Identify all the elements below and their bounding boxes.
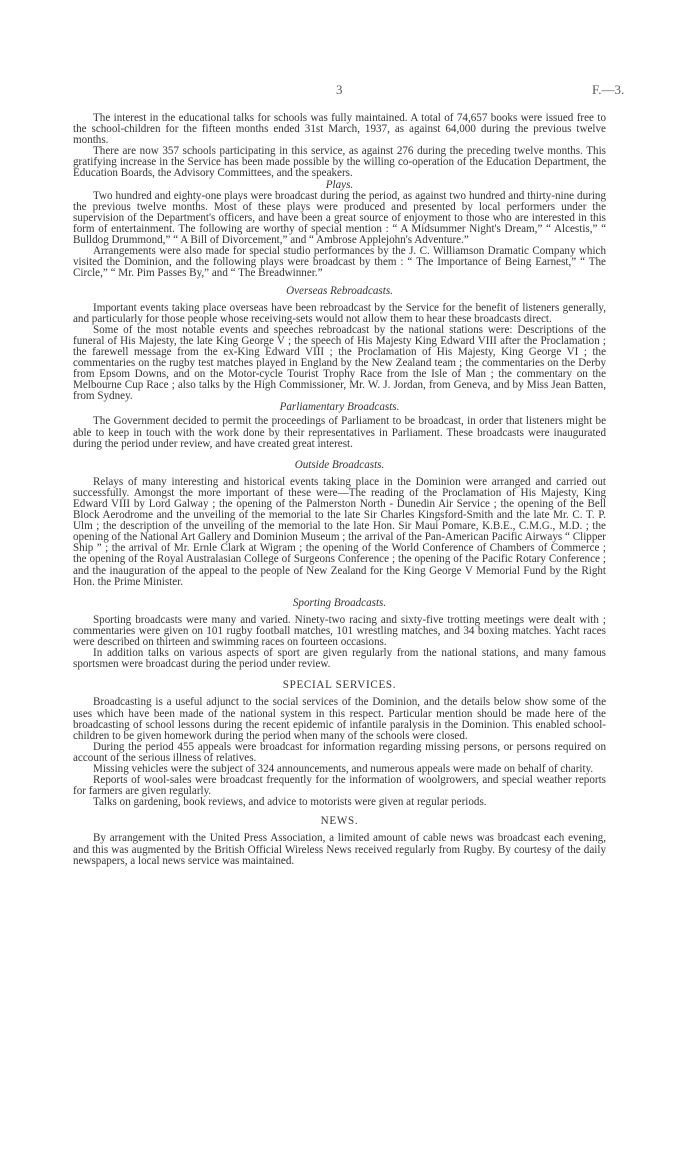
section-heading-outside: Outside Broadcasts. bbox=[294, 458, 385, 471]
paragraph: By arrangement with the United Press Association, a limited amount of cable news was broadcast each evening, and this was augmented by the British Official Wireless News received regularly from Rugby. By courtesy of the daily newspapers, a local news service was maintained. bbox=[73, 832, 606, 867]
section-heading-news: NEWS. bbox=[320, 815, 359, 828]
page-number: 3 bbox=[336, 82, 343, 97]
news-section bbox=[73, 816, 606, 866]
section-heading-overseas: Overseas Rebroadcasts. bbox=[286, 285, 393, 298]
section-heading-plays: Plays. bbox=[325, 178, 354, 191]
overseas-section bbox=[73, 286, 606, 402]
paragraph: Some of the most notable events and speeches rebroadcast by the national stations were: Descriptions of the funeral of His Majesty, the late King George V ; the speech of His Majesty King Edward VIII after the Proclamation ; the farewell message from the ex-King Edward VIII ; the Proclamation of His Majesty, King George VI ; the commentaries on the rugby test matches played in England by the New Zealand team ; the commentaries on the Derby from Epsom Downs, and on the Motor-cycle Tourist Trophy Race from the Isle of Man ; the commentary on the Melbourne Cup Race ; also talks by the High Commissioner, Mr. W. J. Jordan, from Geneva, and by Miss Jean Batten, from Sydney. bbox=[73, 323, 606, 403]
paragraph: Important events taking place overseas have been rebroadcast by the Service for the benefit of listeners generally, and particularly for those people whose receiving-sets would not allow them to hear these broadcasts direct. bbox=[73, 301, 606, 325]
paragraph: Broadcasting is a useful adjunct to the social services of the Dominion, and the details below show some of the uses which have been made of the national system in this respect. Particular mention should be made here of the broadcasting of school lessons during the recent epidemic of infantile paralysis in the Dominion. This enabled school-children to be given homework during the period when many of the schools were closed. bbox=[73, 696, 606, 742]
paragraph: Relays of many interesting and historical events taking place in the Dominion were arranged and carried out successfully. Amongst the more important of these were—The reading of the Proclamation of His Majesty, King Edward VIII by Lord Galway ; the opening of the Palmerston North - Dunedin Air Service ; the opening of the Bell Block Aerodrome and the unveiling of the memorial to the late Sir Charles Kingsford-Smith and the late Mr. C. T. P. Ulm ; the description of the unveiling of the memorial to the late Hon. Sir Maui Pomare, K.B.E., C.M.G., M.D. ; the opening of the National Art Gallery and Dominion Museum ; the arrival of the Pan-American Pacific Airways “ Clipper Ship ” ; the arrival of Mr. Ernle Clark at Wigram ; the opening of the World Conference of Chambers of Commerce ; the opening of the Royal Australasian College of Surgeons Conference ; the opening of the Pacific Rotary Conference ; and the inauguration of the appeal to the people of New Zealand for the King George V Memorial Fund by the Right Hon. the Prime Minister. bbox=[73, 475, 606, 588]
paragraph: Missing vehicles were the subject of 324 announcements, and numerous appeals were made on behalf of charity. bbox=[93, 762, 594, 775]
sporting-section bbox=[73, 598, 606, 671]
body-text bbox=[73, 113, 606, 867]
outside-section bbox=[73, 460, 606, 588]
paragraph: The Government decided to permit the proceedings of Parliament to be broadcast, in order that listeners might be able to keep in touch with the work done by their representatives in Parliament. These broadcasts were inaugurated during the period under review, and have created great interest. bbox=[73, 415, 606, 450]
education-section bbox=[73, 113, 606, 180]
paragraph: During the period 455 appeals were broadcast for information regarding missing persons, or persons required on account of the serious illness of relatives. bbox=[73, 740, 606, 764]
special-services-section bbox=[73, 680, 606, 808]
parliament-section bbox=[73, 402, 606, 449]
paragraph: Two hundred and eighty-one plays were broadcast during the period, as against two hundred and thirty-nine during the previous twelve months. Most of these plays were produced and presented by local performers under the supervision of the Department's officers, and have been a great source of enjoyment to those who are interested in this form of entertainment. The following are worthy of special mention : “ A Midsummer Night's Dream,” “ Alcestis,” “ Bulldog Drummond,” “ A Bill of Divorcement,” and “ Ambrose Applejohn's Adventure.” bbox=[73, 189, 606, 247]
document-reference: F.—3. bbox=[592, 82, 625, 97]
paragraph: In addition talks on various aspects of sport are given regularly from the national stations, and many famous sportsmen were broadcast during the period under review. bbox=[73, 647, 606, 671]
paragraph: Arrangements were also made for special studio performances by the J. C. Williamson Dramatic Company which visited the Dominion, and the following plays were broadcast by them : “ The Importance of Being Earnest,” “ The Circle,” “ Mr. Pim Passes By,” and “ The Breadwinner.” bbox=[73, 245, 606, 280]
paragraph: Sporting broadcasts were many and varied. Ninety-two racing and sixty-five trotting meetings were dealt with ; commentaries were given on 101 rugby football matches, 101 wrestling matches, and 34 boxing matches. Yacht races were described on thirteen and swimming races on fourteen occasions. bbox=[73, 613, 606, 649]
paragraph: Reports of wool-sales were broadcast frequently for the information of woolgrowers, and special weather reports for farmers are given regularly. bbox=[73, 774, 606, 798]
paragraph: The interest in the educational talks for schools was fully maintained. A total of 74,657 books were issued free to the school-children for the fifteen months ended 31st March, 1937, as against 64,000 during the previous twelve months. bbox=[73, 112, 606, 147]
plays-section bbox=[73, 180, 606, 280]
section-heading-sporting: Sporting Broadcasts. bbox=[292, 596, 387, 609]
section-heading-special-services: SPECIAL SERVICES. bbox=[282, 679, 397, 692]
paragraph: Talks on gardening, book reviews, and advice to motorists were given at regular periods. bbox=[93, 796, 487, 809]
section-heading-parliament: Parliamentary Broadcasts. bbox=[279, 401, 400, 414]
paragraph: There are now 357 schools participating in this service, as against 276 during the preceding twelve months. This gratifying increase in the Service has been made possible by the willing co-operation of the Education Department, the Education Boards, the Advisory Committees, and the speakers. bbox=[73, 145, 606, 180]
